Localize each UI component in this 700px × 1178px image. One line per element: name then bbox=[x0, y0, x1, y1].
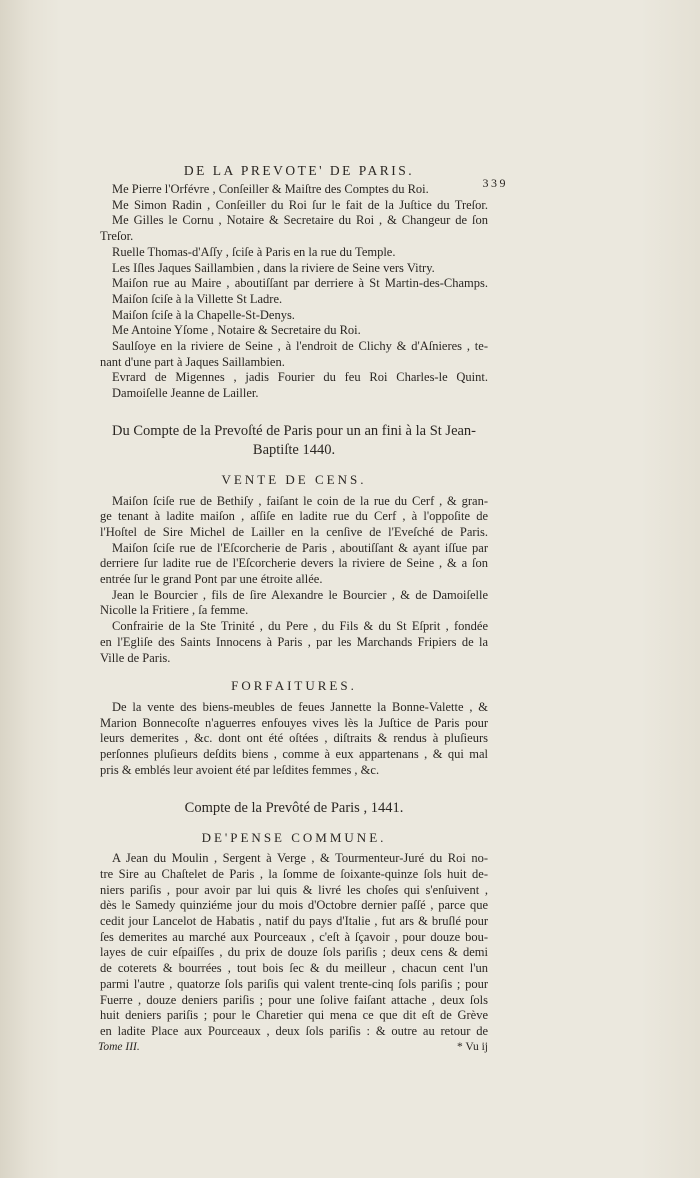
text-line: entrée ſur le grand Pont par une étroite allée. bbox=[100, 572, 323, 587]
text-line: derriere ſur ladite rue de l'Eſcorcherie devers la riviere de Seine , & a ſon bbox=[100, 556, 488, 571]
text-line: l'Hoſtel de Sire Michel de Lailler en la cenſive de l'Eveſché de Paris. bbox=[100, 524, 488, 539]
subheading-vente-de-cens: VENTE DE CENS. bbox=[221, 471, 367, 487]
text-line: layes de cuir eſpaiſſes , du prix de douze ſols pariſis ; deux cens & demi bbox=[100, 945, 488, 960]
text-line: A Jean du Moulin , Sergent à Verge , & Tourmenteur-Juré du Roi no- bbox=[112, 851, 488, 866]
page-footer bbox=[100, 1040, 488, 1056]
text-line: ſes demerites au marché aux Pourceaux , c'eſt à ſçavoir , pour douze bou- bbox=[100, 929, 488, 944]
text-line: Maiſon ſciſe à la Chapelle-St-Denys. bbox=[112, 307, 295, 322]
text-line: Me Gilles le Cornu , Notaire & Secretaire du Roi , & Changeur de ſon bbox=[112, 213, 488, 228]
heading-line: Baptiſte 1440. bbox=[252, 441, 336, 458]
text-line: Evrard de Migennes , jadis Fourier du feu Roi Charles-le Quint. bbox=[112, 370, 488, 385]
heading-line: Du Compte de la Prevoſté de Paris pour un an fini à la St Jean- bbox=[111, 422, 477, 439]
text-line: Me Antoine Yſome , Notaire & Secretaire du Roi. bbox=[112, 323, 361, 338]
text-line: Maiſon rue au Maire , aboutiſſant par derriere à St Martin-des-Champs. bbox=[112, 276, 488, 291]
text-line: Me Pierre l'Orfévre , Conſeiller & Maiſtre des Comptes du Roi. bbox=[112, 182, 429, 196]
text-line: Fuerre , douze deniers pariſis ; pour une ſolive faiſant attache , deux ſols bbox=[100, 992, 488, 1007]
text-line: Ville de Paris. bbox=[100, 650, 171, 665]
section-heading-1440 bbox=[100, 422, 488, 460]
text-line: Damoiſelle Jeanne de Lailler. bbox=[112, 386, 259, 401]
forfaitures-body bbox=[100, 700, 488, 779]
text-line: en ladite Place aux Pourceaux , deux ſols pariſis : & outre au retour de bbox=[100, 1023, 488, 1038]
text-line: Maiſon ſciſe rue de l'Eſcorcherie de Paris , aboutiſſant & ayant iſſue par bbox=[112, 540, 488, 555]
names-list bbox=[100, 182, 488, 402]
vente-de-cens-body bbox=[100, 494, 488, 667]
text-line: Me Simon Radin , Conſeiller du Roi ſur le fait de la Juſtice du Treſor. bbox=[112, 197, 488, 212]
text-line: parmi l'autre , quatorze ſols pariſis qui valent trente-cinq ſols pariſis ; pour bbox=[100, 976, 488, 991]
volume-label: Tome III. bbox=[98, 1040, 140, 1053]
text-line: pris & emblés leur avoient été par leſdites femmes , &c. bbox=[100, 762, 380, 777]
page-number: 339 bbox=[482, 176, 508, 190]
section-heading-1441 bbox=[100, 799, 488, 818]
text-line: niers pariſis , pour avoir par lui quis & livré les choſes qui s'enſuivent , bbox=[100, 882, 488, 897]
text-line: Maiſon ſciſe à la Villette St Ladre. bbox=[112, 291, 283, 306]
subheading-depense-commune: DE'PENSE COMMUNE. bbox=[201, 829, 387, 845]
text-line: Ruelle Thomas-d'Aſſy , ſciſe à Paris en la rue du Temple. bbox=[112, 244, 396, 259]
text-line: en l'Egliſe des Saints Innocens à Paris , par les Marchands Fripiers de la bbox=[100, 634, 488, 649]
text-line: tre Sire au Chaſtelet de Paris , la ſomme de ſoixante-quinze ſols huit de- bbox=[100, 866, 488, 881]
subheading-forfaitures: FORFAITURES. bbox=[231, 678, 357, 694]
text-line: Confrairie de la Ste Trinité , du Pere , du Fils & du St Eſprit , fondée bbox=[112, 619, 488, 634]
text-line: cedit jour Lancelot de Habatis , natif du pays d'Italie , fut ars & bruſlé pour bbox=[100, 914, 488, 929]
text-line: dès le Samedy quinziéme jour du mois d'Octobre dernier paſſé , parce que bbox=[100, 898, 488, 913]
heading-line: Compte de la Prevôté de Paris , 1441. bbox=[184, 799, 404, 816]
text-line: Marion Bonnecoſte n'aguerres enfouyes vives lès la Juſtice de Paris pour bbox=[100, 715, 488, 730]
text-line: Nicolle la Fritiere , ſa femme. bbox=[100, 603, 249, 618]
text-line: nant d'une part à Jaques Saillambien. bbox=[100, 354, 285, 369]
text-line: perſonnes pluſieurs deſdits biens , comme à eux appartenans , & qui mal bbox=[100, 747, 488, 762]
text-line: leurs demerites , &c. dont ont été oſtées , diſtraits & rendus à pluſieurs bbox=[100, 731, 488, 746]
text-line: De la vente des biens-meubles de feues Jannette la Bonne-Valette , & bbox=[112, 699, 488, 714]
text-line: Maiſon ſciſe rue de Bethiſy , faiſant le coin de la rue du Cerf , & gran- bbox=[112, 493, 488, 508]
text-block bbox=[98, 163, 508, 1056]
text-line: Les Iſles Jaques Saillambien , dans la riviere de Seine vers Vitry. bbox=[112, 260, 435, 275]
text-line: Jean le Bourcier , fils de ſire Alexandre le Bourcier , & de Damoiſelle bbox=[112, 587, 488, 602]
text-line: ge tenant à ladite maiſon , aſſiſe en ladite rue du Cerf , à l'oppoſite de bbox=[100, 509, 488, 524]
depense-commune-body bbox=[100, 851, 488, 1039]
running-head-text: DE LA PREVOTE' DE PARIS. bbox=[183, 163, 415, 178]
text-line: Treſor. bbox=[100, 229, 134, 244]
text-line: de coterets & bourrées , tout bois ſec & du meilleur , chacun cent l'un bbox=[100, 961, 488, 976]
text-line: huit deniers pariſis ; pour le Charetier qui mena ce que dit eſt de Grève bbox=[100, 1008, 488, 1023]
signature-mark: * Vu ij bbox=[456, 1040, 488, 1053]
text-line: Saulſoye en la riviere de Seine , à l'endroit de Clichy & d'Aſnieres , te- bbox=[112, 339, 488, 354]
